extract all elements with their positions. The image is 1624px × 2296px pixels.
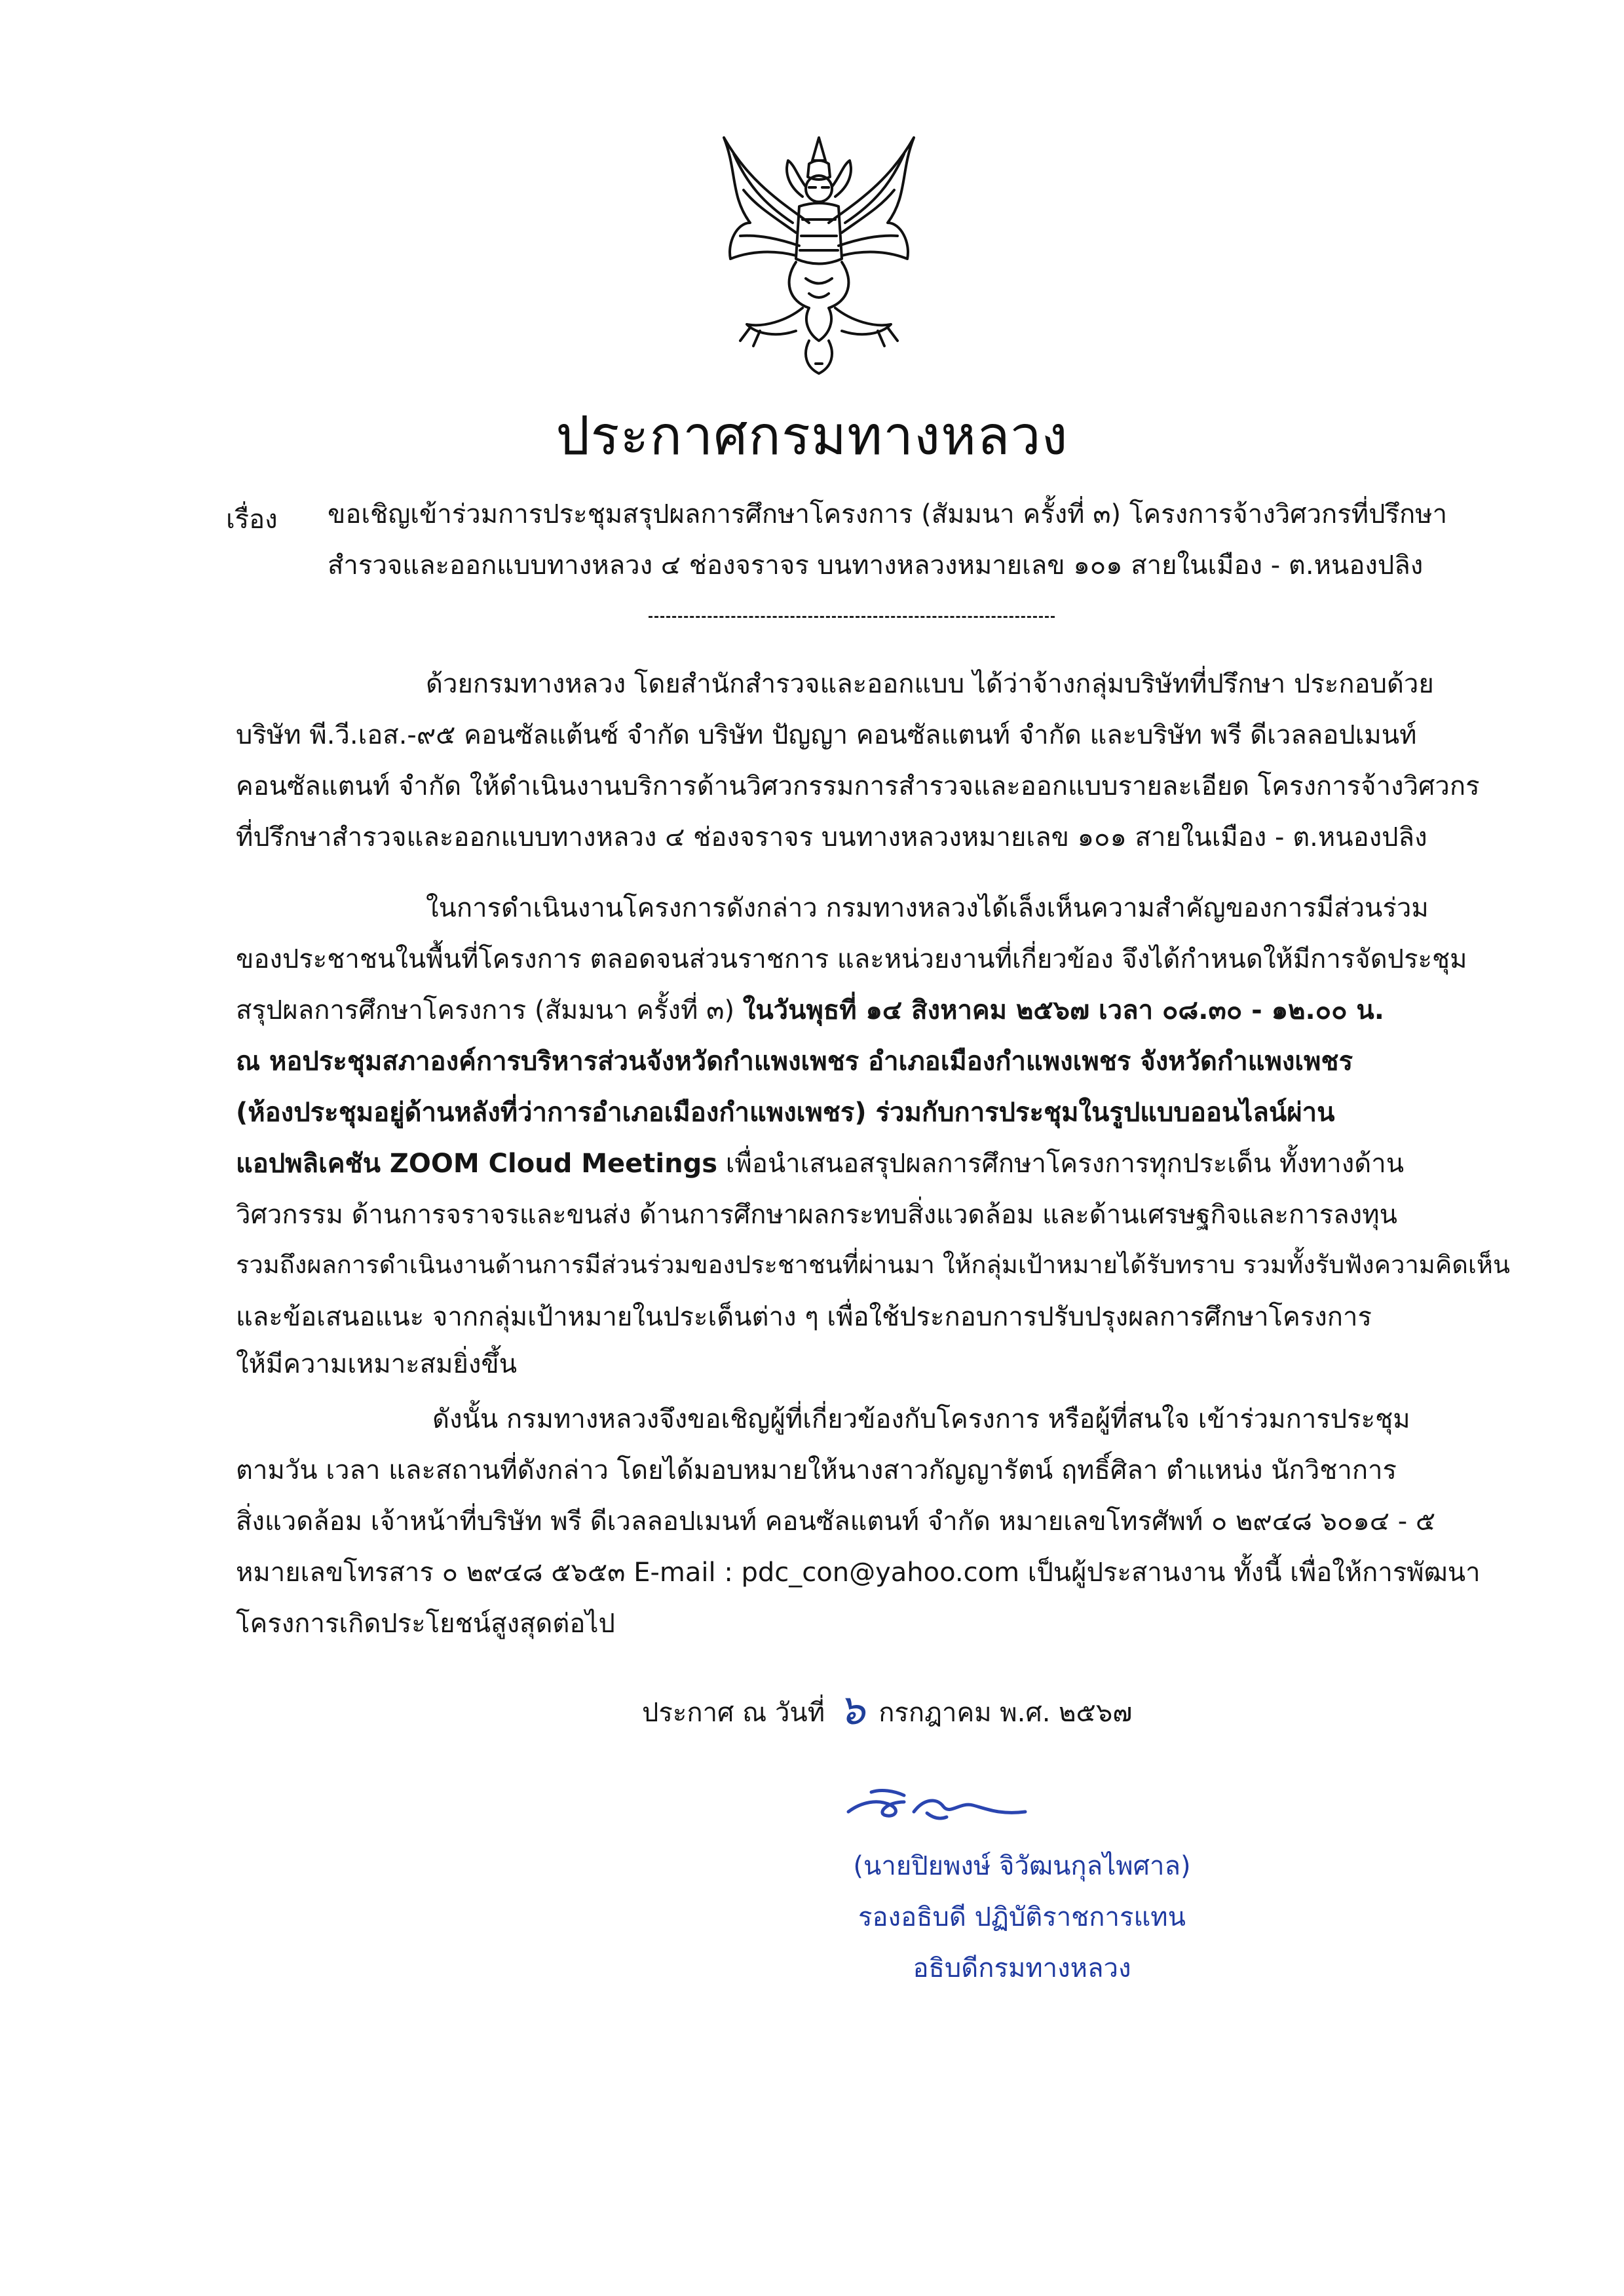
signature-image: [842, 1766, 1032, 1828]
paragraph2-line-7: วิศวกรรม ด้านการจราจรและขนส่ง ด้านการศึกษาผลกระทบสิ่งแวดล้อม และด้านเศรษฐกิจและการลงทุน: [236, 1200, 1397, 1230]
announce-month-year: กรกฎาคม พ.ศ. ๒๕๖๗: [878, 1698, 1133, 1728]
paragraph2-line-3-plain: สรุปผลการศึกษาโครงการ (สัมมนา ครั้งที่ ๓): [236, 995, 743, 1025]
online-app: แอปพลิเคชัน ZOOM Cloud Meetings: [236, 1149, 718, 1179]
page-title: ประกาศกรมทางหลวง: [556, 405, 1068, 467]
paragraph1-line-2: บริษัท พี.วี.เอส.-๙๕ คอนซัลแต้นซ์ จำกัด บริษัท ปัญญา คอนซัลแตนท์ จำกัด และบริษัท พรี ดีเวลลอปเมนท์: [236, 720, 1417, 750]
paragraph2-line-8: รวมถึงผลการดำเนินงานด้านการมีส่วนร่วมของประชาชนที่ผ่านมา ให้กลุ่มเป้าหมายได้รับทราบ รวมทั้งรับฟังความคิดเห็น: [236, 1250, 1510, 1279]
paragraph2-line-9: และข้อเสนอแนะ จากกลุ่มเป้าหมายในประเด็นต่าง ๆ เพื่อใช้ประกอบการปรับปรุงผลการศึกษาโครงการ: [236, 1302, 1372, 1332]
garuda-emblem-icon: [711, 124, 927, 383]
paragraph1-line-1: ด้วยกรมทางหลวง โดยสำนักสำรวจและออกแบบ ได้ว่าจ้างกลุ่มบริษัทที่ปรึกษา ประกอบด้วย: [426, 669, 1434, 699]
meeting-datetime: ในวันพุธที่ ๑๔ สิงหาคม ๒๕๖๗ เวลา ๐๘.๓๐ - ๑๒.๐๐ น.: [742, 995, 1384, 1025]
paragraph3-line-5: โครงการเกิดประโยชน์สูงสุดต่อไป: [236, 1609, 615, 1639]
subject-label: เรื่อง: [226, 505, 278, 535]
meeting-venue-note: (ห้องประชุมอยู่ด้านหลังที่ว่าการอำเภอเมืองกำแพงเพชร) ร่วมกับการประชุมในรูปแบบออนไลน์ผ่าน: [236, 1098, 1335, 1128]
paragraph3-line-2: ตามวัน เวลา และสถานที่ดังกล่าว โดยได้มอบหมายให้นางสาวกัญญารัตน์ ฤทธิ์ศิลา ตำแหน่ง นักวิชาการ: [236, 1455, 1397, 1485]
paragraph1-line-4: ที่ปรึกษาสำรวจและออกแบบทางหลวง ๔ ช่องจราจร บนทางหลวงหมายเลข ๑๐๑ สายในเมือง - ต.หนองปลิง: [236, 822, 1427, 852]
paragraph2-line-1: ในการดำเนินงานโครงการดังกล่าว กรมทางหลวงได้เล็งเห็นความสำคัญของการมีส่วนร่วม: [426, 893, 1429, 923]
paragraph2-line-6-plain: เพื่อนำเสนอสรุปผลการศึกษาโครงการทุกประเด็น ทั้งทางด้าน: [717, 1149, 1405, 1179]
paragraph2-line-2: ของประชาชนในพื้นที่โครงการ ตลอดจนส่วนราชการ และหน่วยงานที่เกี่ยวข้อง จึงได้กำหนดให้มีการจัดประชุม: [236, 944, 1467, 974]
signer-name: (นายปิยพงษ์ จิวัฒนกุลไพศาล): [853, 1851, 1191, 1881]
signer-position-2: อธิบดีกรมทางหลวง: [913, 1953, 1131, 1983]
subject-line-2: สำรวจและออกแบบทางหลวง ๔ ช่องจราจร บนทางหลวงหมายเลข ๑๐๑ สายในเมือง - ต.หนองปลิง: [328, 550, 1424, 581]
handwritten-day: ๖: [838, 1686, 865, 1734]
dashed-divider: [649, 616, 1055, 618]
meeting-venue: ณ หอประชุมสภาองค์การบริหารส่วนจังหวัดกำแพงเพชร อำเภอเมืองกำแพงเพชร จังหวัดกำแพงเพชร: [236, 1046, 1353, 1077]
subject-line-1: ขอเชิญเข้าร่วมการประชุมสรุปผลการศึกษาโครงการ (สัมมนา ครั้งที่ ๓) โครงการจ้างวิศวกรที่ปรึกษา: [328, 499, 1448, 529]
paragraph2-line-3: [236, 995, 1384, 1026]
paragraph2-line-6: [236, 1148, 1404, 1179]
paragraph1-line-3: คอนซัลแตนท์ จำกัด ให้ดำเนินงานบริการด้านวิศวกรรมการสำรวจและออกแบบรายละเอียด โครงการจ้างวิศวกร: [236, 771, 1480, 801]
announcement-date: [642, 1676, 1132, 1743]
paragraph2-line-10: ให้มีความเหมาะสมยิ่งขึ้น: [236, 1349, 518, 1379]
paragraph3-line-3: สิ่งแวดล้อม เจ้าหน้าที่บริษัท พรี ดีเวลลอปเมนท์ คอนซัลแตนท์ จำกัด หมายเลขโทรศัพท์ ๐ ๒๙๔๘ ๖๐๑๔ - ๕: [236, 1506, 1436, 1537]
paragraph3-line-1: ดังนั้น กรมทางหลวงจึงขอเชิญผู้ที่เกี่ยวข้องกับโครงการ หรือผู้ที่สนใจ เข้าร่วมการประชุม: [432, 1404, 1410, 1434]
paragraph3-line-4: หมายเลขโทรสาร ๐ ๒๙๔๘ ๕๖๕๓ E-mail : pdc_con@yahoo.com เป็นผู้ประสานงาน ทั้งนี้ เพื่อให้การพัฒนา: [236, 1558, 1481, 1588]
announce-prefix: ประกาศ ณ วันที่: [642, 1698, 825, 1728]
signer-position-1: รองอธิบดี ปฏิบัติราชการแทน: [858, 1902, 1186, 1932]
